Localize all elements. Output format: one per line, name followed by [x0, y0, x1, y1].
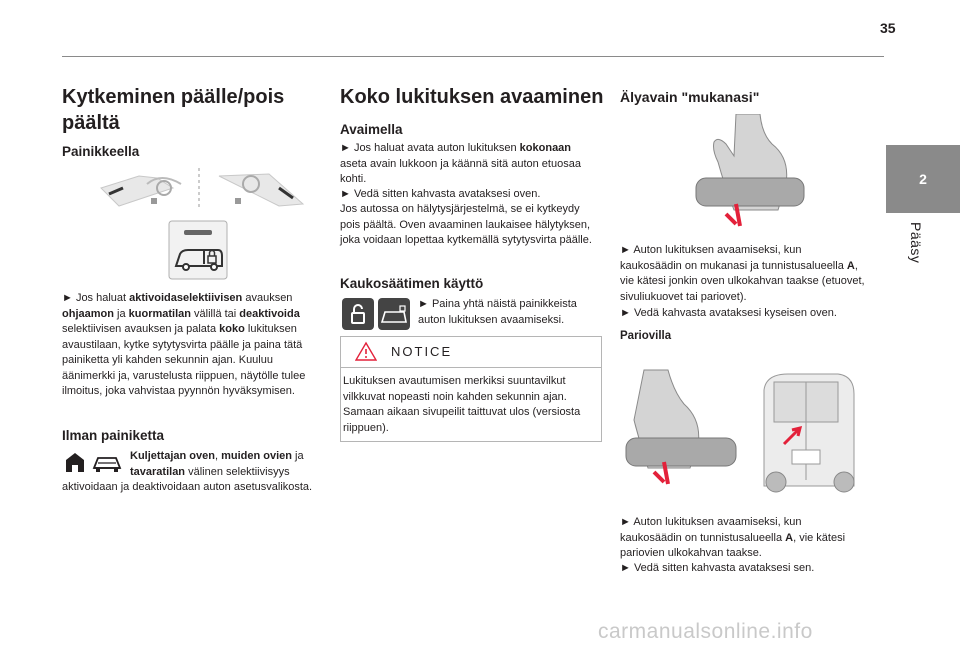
col1-subtitle-button: Painikkeella	[62, 144, 140, 159]
col3-paragraph-pull: ► Vedä kahvasta avataksesi kyseisen oven.	[620, 307, 837, 319]
notice-title: NOTICE	[391, 344, 453, 359]
house-icon	[66, 453, 84, 472]
col3-paragraph-smartkey: ► Auton lukituksen avaamiseksi, kun kaukosäädin on mukanasi ja tunnistusalueella A, vie kätesi jonkin oven ulkokahvan taakse (etuovet, sivuliukuovet tai pariovet).	[620, 244, 865, 303]
section-name: Pääsy	[908, 222, 924, 264]
col1-subtitle-no-button: Ilman painiketta	[62, 428, 165, 443]
col2-subtitle-key: Avaimella	[340, 122, 403, 137]
cab-cargo-icons	[64, 450, 124, 474]
col3-title: Älyavain "mukanasi"	[620, 89, 760, 105]
section-tab[interactable]	[886, 145, 960, 213]
hand-rear-handle-illustration	[624, 364, 744, 488]
col2-paragraph-alarm: Jos autossa on hälytysjärjestelmä, se ei kytkeydy pois päältä. Oven avaaminen laukaisee hälytyksen, joka voidaan lopettaa kytkemällä sytytysvirta päälle.	[340, 203, 592, 246]
section-tab-number: 2	[919, 171, 927, 187]
notice-header	[341, 337, 601, 368]
watermark: carmanualsonline.info	[598, 620, 813, 643]
remote-buttons-icons	[342, 298, 412, 330]
col2-paragraph-pull: ► Vedä sitten kahvasta avataksesi oven.	[340, 188, 541, 200]
warning-triangle-icon	[355, 341, 377, 361]
col3-paragraph-rear: ► Auton lukituksen avaamiseksi, kun kaukosäädin on tunnistusalueella A, vie kätesi pariovien ulkokahvan taakse.	[620, 516, 846, 559]
col1-paragraph-no-button-a: Kuljettajan oven, muiden ovien ja tavaratilan välinen selektiivisyys	[130, 450, 304, 478]
col2-title: Koko lukituksen avaaminen	[340, 86, 604, 108]
col3-paragraph-rear-pull: ► Vedä sitten kahvasta avataksesi sen.	[620, 562, 815, 574]
mirror-buttons-illustration	[99, 166, 305, 212]
hand-door-handle-illustration	[694, 114, 806, 228]
notice-text: Lukituksen avautumisen merkiksi suuntavilkut vilkkuvat nopeasti noin kahden sekunnin ajan. Samaan aikaan sivupeilit taittuvat ulos (versiosta riippuen).	[343, 375, 581, 434]
unlock-button-icon	[342, 298, 374, 330]
col1-title: Kytkeminen päälle/pois päältä	[62, 86, 285, 134]
col2-paragraph-remote: ► Paina yhtä näistä painikkeista auton lukituksen avaamiseksi.	[418, 298, 577, 326]
cargo-unlock-button-icon	[378, 298, 410, 330]
col2-subtitle-remote: Kaukosäätimen käyttö	[340, 276, 484, 291]
col1-paragraph-no-button-b: aktivoidaan ja deaktivoidaan auton asetusvalikosta.	[62, 481, 313, 493]
header-rule	[62, 56, 884, 57]
notice-box	[340, 336, 602, 442]
col2-paragraph-key: ► Jos haluat avata auton lukituksen kokonaan aseta avain lukkoon ja käännä sitä auton etuosaa kohti.	[340, 142, 581, 185]
selective-unlock-button-icon	[168, 220, 228, 280]
col1-paragraph-button: ► Jos haluat aktivoidaselektiivisen avauksen ohjaamon ja kuormatilan välillä tai deaktivoida selektiivisen avauksen ja palata koko lukituksen avaustilaan, kytke sytytysvirta päälle ja paina tätä painiketta yli kahden sekunnin ajan. Kuuluu äänimerkki ja, varustelusta riippuen, näytölle tulee ilmoitus, joka vahvistaa pyynnön hyväksymisen.	[62, 292, 306, 397]
page-number: 35	[880, 20, 896, 36]
van-rear-illustration	[758, 370, 858, 498]
col3-subtitle-rear-doors: Pariovilla	[620, 330, 672, 342]
